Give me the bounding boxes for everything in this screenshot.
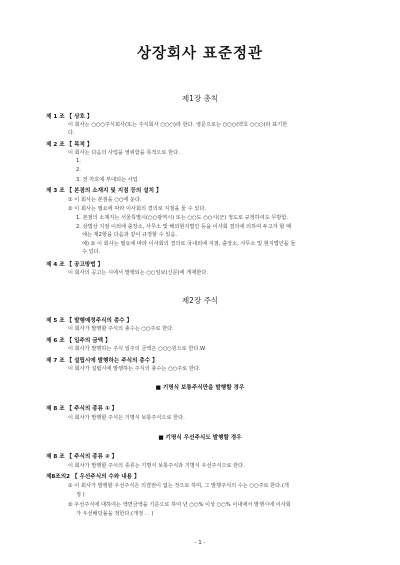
article-heading: 제 5 조 【 발행예정주식의 총수 】	[46, 318, 133, 324]
article-text: 다.	[68, 130, 75, 136]
article-heading: 제 4 조 【 공고방법 】	[46, 262, 104, 268]
section-note: ■ 기명식 우선주식도 발행할 경우	[158, 435, 242, 441]
article-text: 이 회사가 발행하는 주식 일주의 금액은 ○○○원으로 한다.W	[68, 346, 206, 352]
note-text: 에는 제2항을 다음과 같이 규정할 수 있음.	[82, 232, 178, 238]
article-heading: 제 2 조 【 목적 】	[46, 142, 93, 148]
article-text: ① 이 회사는 본점을 ○○에 둔다.	[68, 197, 142, 203]
note-text: 예) ② 이 회사는 필요에 따라 이사회의 결의로 국내외에 지점, 출장소, 사무소 및 현지법인을 둘	[82, 241, 296, 247]
article-text: 가 우선배당률을 정한다.(개정 . . )	[76, 511, 154, 517]
article-heading: 제 8 조 【 주식의 종류 ① 】	[46, 406, 118, 412]
article-text: ① 이 회사가 발행할 우선주식은 의결권이 없는 것으로 하며, 그 발행주식의 수는 ○○주로 한다.(개	[68, 483, 289, 489]
article-text: 이 회사는 다음의 사업을 영위함을 목적으로 한다.	[68, 150, 180, 156]
article-heading: 제8조의2 【 우선주식의 수와 내용 】	[46, 474, 140, 480]
section-note: ■ 기명식 보통주식만을 발행할 경우	[155, 385, 245, 391]
chapter-heading: 제1장 총칙	[181, 94, 219, 103]
note-text: 1. 본점의 소재지는 서울특별시(○○광역시) 또는 ○○도 ○○시(군) 정도로 규정하여도 무방함.	[76, 215, 289, 221]
page-number: - 1 -	[194, 540, 206, 546]
document-title: 상장회사 표준정관	[136, 46, 264, 62]
list-item: 1.	[76, 158, 81, 164]
article-text: 이 회사가 발행할 주식의 총수는 ○○주로 한다.	[68, 326, 174, 332]
article-heading: 제 3 조 【 본점의 소재지 및 지점 등의 설치 】	[46, 188, 162, 194]
list-item: 3. 전 각호에 부대되는 사업	[76, 177, 138, 183]
article-heading: 제 6 조 【 일주의 금액 】	[46, 338, 111, 344]
list-item: 2.	[76, 167, 81, 173]
note-text: 수 있다.	[82, 249, 101, 255]
chapter-heading: 제2장 주식	[181, 296, 219, 305]
article-heading: 제 7 조 【 설립시에 발행하는 주식의 총수 】	[46, 358, 158, 364]
article-text: 이 회사가 발행할 주식의 종류는 기명식 보통주식과 기명식 우선주식으로 한다.	[68, 463, 245, 469]
article-text: 이 회사가 설립시에 발행하는 주식의 총수는 ○○주로 한다.	[68, 366, 201, 372]
article-text: 이 회사가 발행할 주식은 기명식 보통주식으로 한다.	[68, 415, 185, 421]
article-text: ② 우선주식에 대하여는 액면금액을 기준으로 하여 년 ○○% 이상 ○○% 이내에서 발행시에 이사회	[68, 502, 291, 508]
article-heading: 제 8 조 【 주식의 종류 ② 】	[46, 454, 118, 460]
article-text: 이 회사의 공고는 시에서 발행되는 ○○일보(신문)에 게재한다.	[68, 270, 208, 276]
article-text: ② 이 회사는 필요에 따라 이사회의 결의로 지점을 둘 수 있다.	[68, 206, 207, 212]
article-text: 정 )	[76, 492, 85, 498]
note-text: 2. 상법상 지점 이외에 출장소, 사무소 및 해외현지법인 등을 이사회 결의에 의하여 두고자 할 때	[76, 224, 292, 230]
article-text: 이 회사는 ○○○주식회사(또는 주식회사 ○○○)라 한다. 영문으로는 ○○○(약호 ○○○)라 표기한	[68, 122, 288, 128]
article-heading: 제 1 조 【 상호 】	[46, 114, 93, 120]
